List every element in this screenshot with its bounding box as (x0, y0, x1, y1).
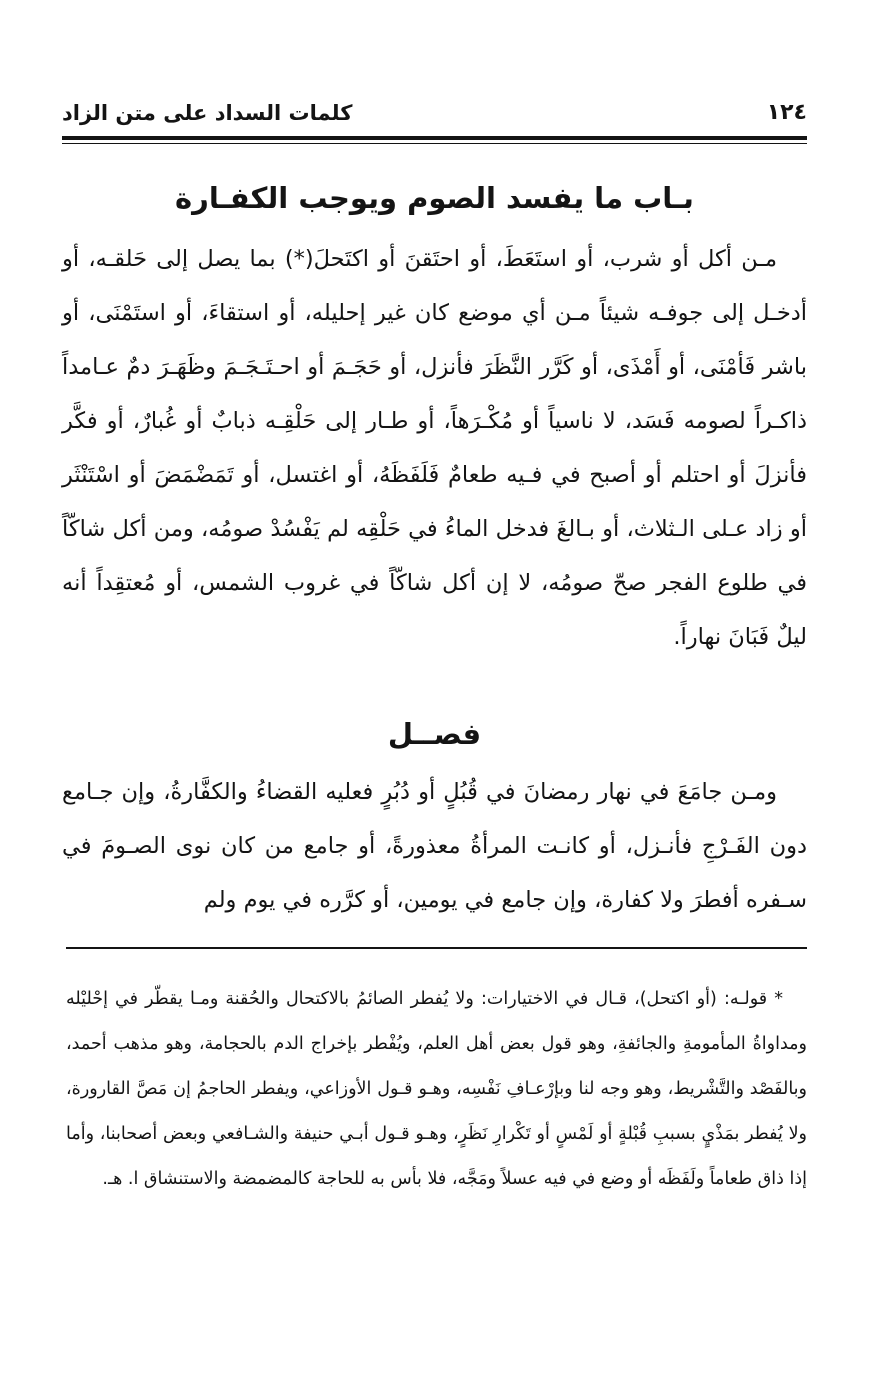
header-rule (62, 136, 807, 140)
page-header (62, 98, 807, 134)
chapter-title: بـاب ما يفسد الصوم ويوجب الكفـارة (175, 181, 694, 215)
chapter-paragraph: مـن أكل أو شرب، أو استَعَطَ، أو احتَقنَ أو اكتَحلَ(*) بما يصل إلى حَلقـه، أو أدخـل إلى جوفـه شيئاً مـن أي موضع كان غير إحليله، أو استقاءَ، أو استَمْنَى، أو باشر فَأمْنَى، أو أَمْذَى، أو كَرَّر النَّظَرَ فأنزل، أو حَجَـمَ أو احـتَـجَـمَ وظَهَـرَ دمٌ عـامداً ذاكـراً لصومه فَسَد، لا ناسياً أو مُكْـرَهاً، أو طـار إلى حَلْقِـه ذبابٌ أو غُبارٌ، أو فكَّر فأنزلَ أو احتلم أو أصبح في فـيه طعامٌ فَلَفَظَهُ، أو اغتسل، أو تَمَضْمَضَ أو اسْتَنْثَر أو زاد عـلى الـثلاث، أو بـالغَ فدخل الماءُ في حَلْقِه لم يَفْسُدْ صومُه، ومن أكل شاكّاً في طلوع الفجر صحّ صومُه، لا إن أكل شاكّاً في غروب الشمس، أو مُعتقِداً أنه ليلٌ فَبَانَ نهاراً. (62, 246, 807, 650)
footnote-text: * قولـه: (أو اكتحل)، قـال في الاختيارات: ولا يُفطر الصائمُ بالاكتحال والحُقنة ومـا يقطّر في إحْليْله ومداواةُ المأمومةِ والجائفةِ، وهو قول بعض أهل العلم، ويُفْطر بإخراج الدم بالحجامة، وهو مذهب أحمد، وبالفَصْد والتَّشْريط، وهو وجه لنا وبإرْعـافِ نَفْسِه، وهـو قـول الأوزاعي، ويفطر الحاجمُ إن مَصَّ القارورة، ولا يُفطر بمَذْيٍ بسببِ قُبْلةٍ أو لَمْسٍ أو تَكْرارِ نَظَرٍ، وهـو قـول أبـي حنيفة والشـافعي وبعض أصحابنا، وأما إذا ذاق طعاماً ولَفَظَه أو وضع في فيه عسلاً ومَجَّه، فلا بأس به للحاجة كالمضمضة والاستنشاق ا. هـ. (66, 989, 807, 1189)
page-number: ١٢٤ (766, 100, 807, 125)
footnote-divider (66, 947, 807, 949)
section-title: فصــل (387, 717, 482, 751)
header-rule-thin (62, 143, 807, 144)
running-title: كلمات السداد على متن الزاد (62, 101, 353, 125)
section-paragraph: ومـن جامَعَ في نهار رمضانَ في قُبُلٍ أو دُبُرٍ فعليه القضاءُ والكفَّارةُ، وإن جـامع دون الفَـرْجِ فأنـزل، أو كانـت المرأةُ معذورةً، أو جامع من كان نوى الصـومَ في سـفره أفطرَ ولا كفارة، وإن جامع في يومين، أو كرَّره في يوم ولم (62, 779, 807, 913)
